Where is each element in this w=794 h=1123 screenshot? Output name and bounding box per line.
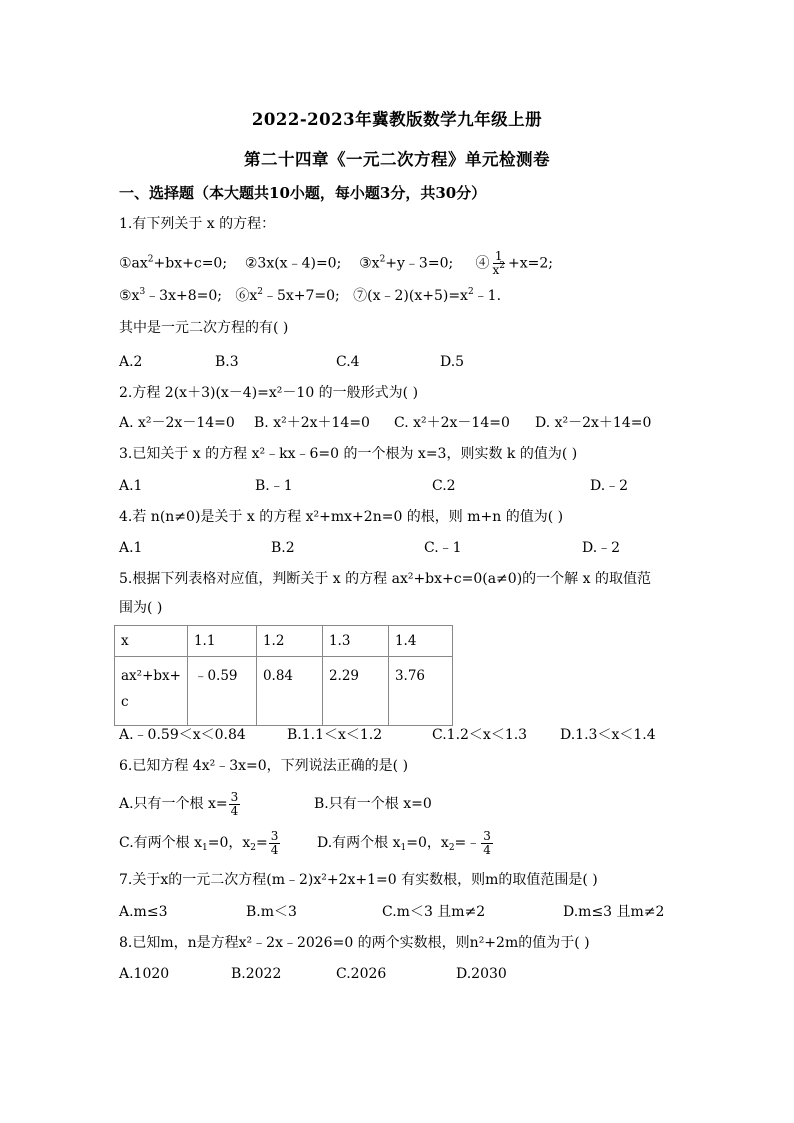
q2-option-c: C. x²＋2x－14=0 [394, 415, 510, 431]
q8-option-d: D.2030 [456, 966, 507, 982]
table-row [115, 626, 453, 657]
table-cell: x [115, 626, 188, 657]
table-cell: 1.2 [256, 626, 322, 657]
q1-option-a: A.2 [119, 354, 143, 370]
q2-option-b: B. x²＋2x＋14=0 [254, 415, 370, 431]
table-cell: 1.1 [187, 626, 256, 657]
question-2-stem: 2.方程 2(x＋3)(x－4)=x²－10 的一般形式为( ) [119, 385, 419, 401]
question-1-equations-row1: $①ax^2+bx+c=0$; ②3x(x﹣4)=0; $③x^2+y﹣3=0$; ④ $\frac{1}{x^2}$ +x=2; [119, 249, 553, 277]
q4-option-a: A.1 [119, 540, 143, 556]
table-cell: ﹣0.59 [187, 657, 256, 726]
fraction: $\frac{3}{4}$ [483, 828, 491, 857]
eq-2: ②3x(x﹣4)=0; [244, 255, 342, 272]
table-cell: 1.4 [388, 626, 452, 657]
q5-option-b: B.1.1＜x＜1.2 [287, 727, 383, 743]
q6-option-b: B.只有一个根 x=0 [314, 796, 432, 812]
eq-6: ⑥x [235, 288, 258, 304]
eq-4: ④ [475, 255, 490, 272]
question-5-stem-line1: 5.根据下列表格对应值，判断关于 x 的方程 ax²+bx+c=0(a≠0)的一个解 x 的取值范 [119, 571, 651, 587]
q3-option-a: A.1 [119, 478, 143, 494]
question-1-ask: 其中是一元二次方程的有( ) [119, 320, 289, 336]
q3-option-d: D.﹣2 [590, 478, 629, 494]
q6-option-d: D.有两个根 $x_1=0$，$x_2=﹣$ $\frac{3}{4}$ [317, 828, 491, 857]
eq-5: ⑤x [119, 288, 140, 304]
page-subtitle: 第二十四章《一元二次方程》单元检测卷 [244, 150, 550, 169]
q6-option-a: A.只有一个根 x= $\frac{3}{4}$ [119, 789, 239, 818]
eq-7: ⑦(x﹣2)(x+5)=x [353, 288, 468, 304]
q8-option-b: B.2022 [231, 966, 282, 982]
q7-option-a: A.m≤3 [119, 904, 168, 920]
question-5-stem-line2: 围为( ) [119, 600, 163, 616]
q4-option-d: D.﹣2 [582, 540, 621, 556]
q4-option-b: B.2 [271, 540, 295, 556]
fraction: $\frac{3}{4}$ [230, 789, 239, 818]
q2-option-d: D. x²－2x＋14=0 [535, 415, 652, 431]
q6-option-c: C.有两个根 $x_1=0$，$x_2=$ $\frac{3}{4}$ [119, 828, 279, 857]
q1-option-b: B.3 [215, 354, 239, 370]
q4-option-c: C.﹣1 [424, 540, 462, 556]
question-1-stem: 1.有下列关于 x 的方程： [119, 216, 276, 232]
q1-option-c: C.4 [336, 354, 360, 370]
question-1-equations-row2: $⑤x^3﹣3x+8=0$; $⑥x^2﹣5x+7=0$; $⑦(x﹣2)(x+5)=x^2﹣1$. [119, 287, 502, 304]
question-4-stem: 4.若 n(n≠0)是关于 x 的方程 x²+mx+2n=0 的根，则 m+n 的值为( ) [119, 509, 564, 525]
eq-3: ③x [359, 255, 380, 272]
q8-option-a: A.1020 [119, 966, 170, 982]
q8-option-c: C.2026 [336, 966, 387, 982]
table-cell: 3.76 [388, 657, 452, 726]
question-8-stem: 8.已知m，n是方程x²﹣2x﹣2026=0 的两个实数根，则n²+2m的值为于( ) [119, 935, 590, 951]
q2-option-a: A. x²－2x－14=0 [119, 415, 235, 431]
q7-option-b: B.m＜3 [246, 904, 297, 920]
question-6-stem: 6.已知方程 4x²﹣3x=0，下列说法正确的是( ) [119, 758, 409, 774]
table-cell: 0.84 [256, 657, 322, 726]
q7-option-c: C.m＜3 且m≠2 [382, 904, 486, 920]
q5-option-c: C.1.2＜x＜1.3 [432, 727, 528, 743]
values-table [114, 625, 453, 726]
table-cell: ax²+bx+ c [115, 657, 188, 726]
question-7-stem: 7.关于x的一元二次方程(m﹣2)x²+2x+1=0 有实数根，则m的取值范围是( ) [119, 872, 598, 888]
eq-1: ①ax [119, 255, 148, 272]
table-row [115, 657, 453, 726]
question-3-stem: 3.已知关于 x 的方程 x²﹣kx﹣6=0 的一个根为 x=3，则实数 k 的值为( ) [119, 446, 578, 462]
q3-option-b: B.﹣1 [255, 478, 293, 494]
section-heading: 一、选择题（本大题共10小题，每小题3分，共30分） [119, 184, 487, 202]
fraction: $\frac{3}{4}$ [270, 828, 279, 857]
q1-option-d: D.5 [440, 354, 465, 370]
q5-option-a: A.﹣0.59＜x＜0.84 [119, 727, 246, 743]
q5-option-d: D.1.3＜x＜1.4 [560, 727, 656, 743]
q3-option-c: C.2 [432, 478, 456, 494]
page-title: 2022-2023年冀教版数学九年级上册 [251, 110, 543, 129]
q7-option-d: D.m≤3 且m≠2 [563, 904, 665, 920]
fraction: $\frac{1}{x^2}$ [492, 249, 505, 277]
table-cell: 2.29 [322, 657, 388, 726]
table-cell: 1.3 [322, 626, 388, 657]
